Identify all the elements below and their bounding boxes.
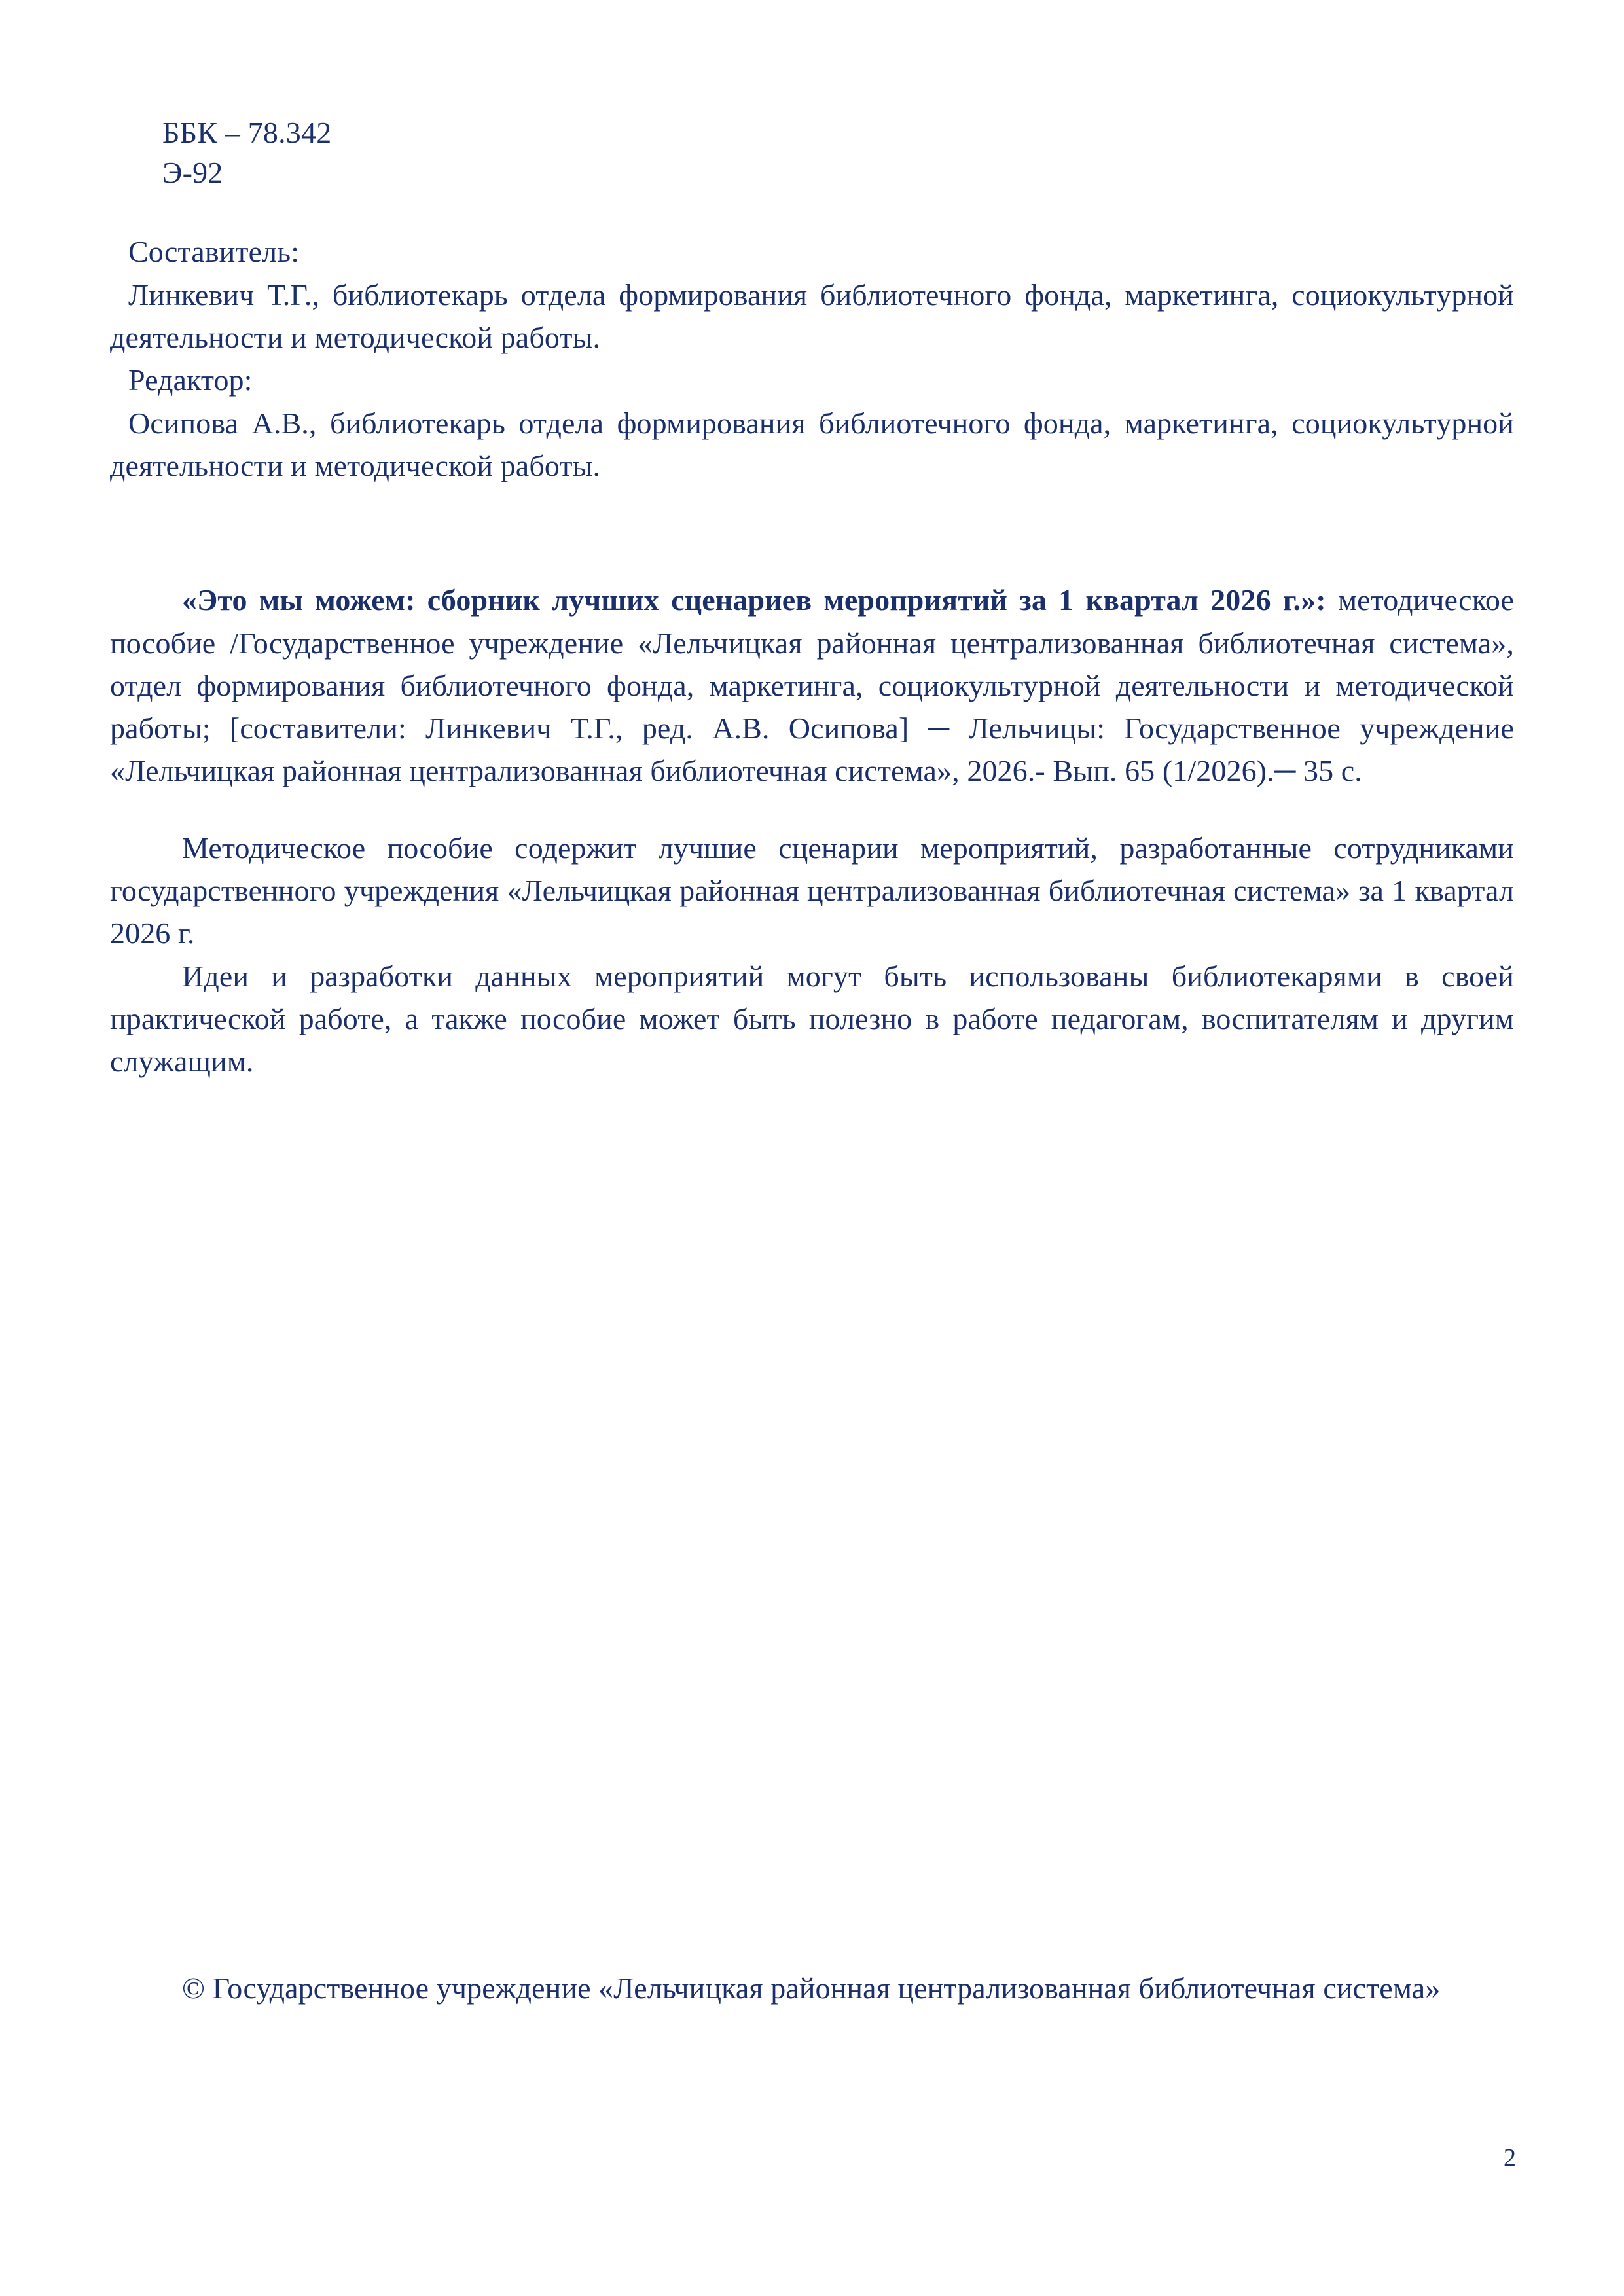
bibliographic-record — [110, 579, 1514, 793]
page-number: 2 — [1504, 2144, 1516, 2172]
document-body — [110, 113, 1514, 1083]
editor-label: Редактор: — [128, 363, 253, 397]
annotation-paragraph-1: Методическое пособие содержит лучшие сценарии мероприятий, разработанные сотрудниками государственного учреждения «Лельчицкая районная централизованная библиотечная система» за 1 квартал 2026 г. — [110, 831, 1514, 950]
annotation-paragraph-2: Идеи и разработки данных мероприятий могут быть использованы библиотекарями в своей практической работе, а также пособие может быть полезно в работе педагогам, воспитателям и другим служащим. — [110, 959, 1514, 1079]
spacer — [110, 793, 1514, 827]
bbk-block — [162, 113, 1514, 192]
editor-text: Осипова А.В., библиотекарь отдела формирования библиотечного фонда, маркетинга, социокультурной деятельности и методической работы. — [110, 406, 1514, 482]
bibliographic-rest: методическое пособие /Государственное учреждение «Лельчицкая районная централизованная библиотечная система», отдел формирования библиотечного фонда, маркетинга, социокультурной деятельности и методической работы; [составители: Линкевич Т.Г., ред. А.В. Осипова] ─ Лельчицы: Государственное учреждение «Лельчицкая районная централизованная библиотечная система», 2026.- Вып. 65 (1/2026).─ 35 с. — [110, 583, 1514, 788]
bbk-index: Э-92 — [162, 156, 223, 190]
spacer — [110, 192, 1514, 230]
compiler-text: Линкевич Т.Г., библиотекарь отдела формирования библиотечного фонда, маркетинга, социокультурной деятельности и методической работы. — [110, 278, 1514, 354]
bbk-code: ББК – 78.342 — [162, 116, 332, 149]
copyright-line: © Государственное учреждение «Лельчицкая районная централизованная библиотечная система» — [182, 1971, 1441, 2005]
compiler-label: Составитель: — [128, 235, 300, 269]
spacer — [110, 487, 1514, 579]
copyright-block — [110, 1967, 1514, 2009]
bibliographic-title: «Это мы можем: сборник лучших сценариев мероприятий за 1 квартал 2026 г.»: — [182, 583, 1326, 617]
